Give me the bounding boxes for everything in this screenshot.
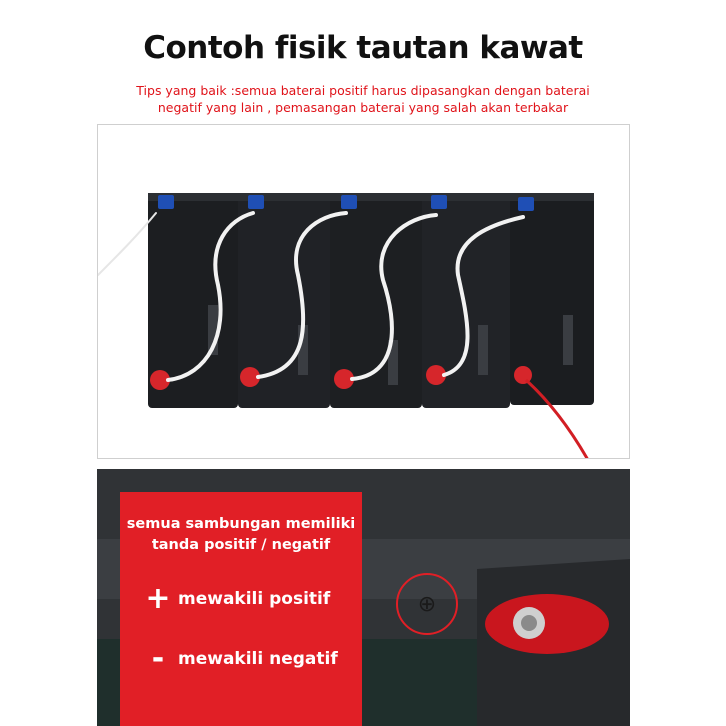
positive-label: mewakili positif bbox=[178, 589, 331, 609]
page-title: Contoh fisik tautan kawat bbox=[143, 30, 583, 66]
negative-terminal-4 bbox=[431, 195, 447, 209]
negative-terminal-2 bbox=[248, 195, 264, 209]
positive-terminal-closeup bbox=[485, 594, 609, 654]
minus-icon: - bbox=[151, 641, 165, 676]
tips-line-2: negatif yang lain , pemasangan baterai yang salah akan terbakar bbox=[157, 100, 569, 115]
negative-legend-row bbox=[144, 641, 364, 676]
panel-heading bbox=[120, 514, 362, 556]
panel-heading-line-1: semua sambungan memiliki bbox=[126, 516, 356, 532]
plus-icon: + bbox=[145, 581, 171, 616]
negative-terminal-1 bbox=[158, 195, 174, 209]
polarity-info-panel bbox=[120, 492, 362, 726]
plus-mark-icon: ⊕ bbox=[417, 592, 437, 617]
tips-text bbox=[0, 82, 726, 116]
negative-label: mewakili negatif bbox=[178, 649, 338, 669]
battery-series-photo bbox=[97, 124, 630, 459]
tips-line-1: Tips yang baik :semua baterai positif harus dipasangkan dengan baterai bbox=[136, 83, 590, 98]
positive-legend-row bbox=[144, 581, 364, 616]
panel-heading-line-2: tanda positif / negatif bbox=[151, 537, 331, 553]
battery-series-illustration bbox=[98, 125, 630, 459]
negative-terminal-3 bbox=[341, 195, 357, 209]
negative-terminal-5 bbox=[518, 197, 534, 211]
wire-lead-left bbox=[98, 213, 156, 275]
